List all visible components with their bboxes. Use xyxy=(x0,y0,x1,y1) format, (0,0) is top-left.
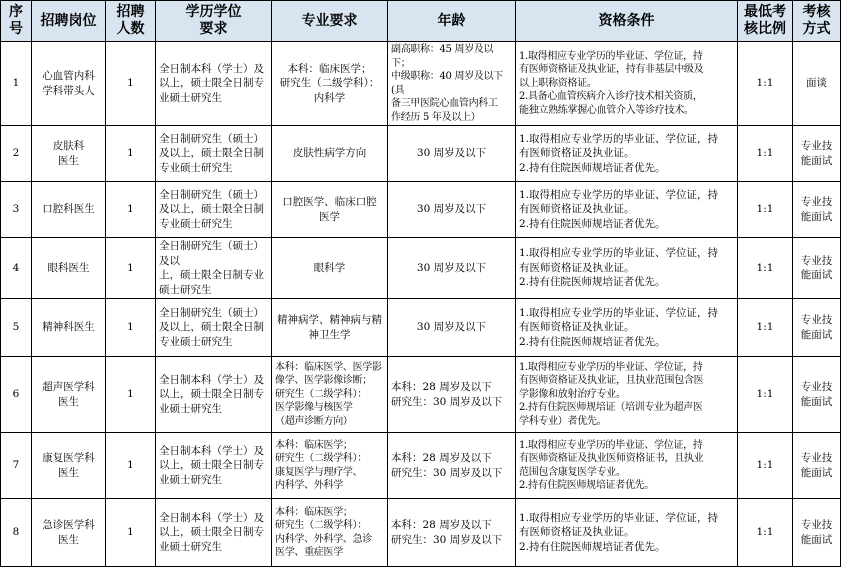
row-major: 本科：临床医学； 研究生（二级学科）： 内科学 xyxy=(272,42,388,126)
row-no: 6 xyxy=(1,357,32,433)
row-age: 副高职称：45 周岁及以下； 中级职称：40 周岁及以下(具 备三甲医院心血管内科工 作经历 5 年及以上） xyxy=(388,42,516,126)
row-method: 专业技 能面试 xyxy=(793,357,841,433)
row-qualification: 1.取得相应专业学历的毕业证、学位证，持 有医师资格证及执业证。 2.持有住院医师规培证者优先。 xyxy=(516,238,738,299)
row-age: 本科：28 周岁及以下 研究生：30 周岁及以下 xyxy=(388,357,516,433)
row-position: 超声医学科 医生 xyxy=(32,357,106,433)
row-age: 本科：28 周岁及以下 研究生：30 周岁及以下 xyxy=(388,499,516,567)
row-age: 30 周岁及以下 xyxy=(388,182,516,238)
row-method: 专业技 能面试 xyxy=(793,299,841,357)
row-qualification: 1.取得相应专业学历的毕业证、学位证，持 有医师资格证及执业医师资格证书，且执业 范围包含康复医学专业。 2.持有住院医师规培证者优先。 xyxy=(516,433,738,499)
row-count: 1 xyxy=(106,42,156,126)
row-education: 全日制研究生（硕士） 及以上，硕士限全日制 专业硕士研究生 xyxy=(156,126,272,182)
row-ratio: 1:1 xyxy=(738,499,793,567)
table-row xyxy=(1,126,841,182)
row-no: 4 xyxy=(1,238,32,299)
row-position: 眼科医生 xyxy=(32,238,106,299)
row-qualification: 1.取得相应专业学历的毕业证、学位证，持 有医师资格证及执业证，持有非基层中级及 以上职称资格证。 2.具备心血管疾病介入诊疗技术相关资质， 能独立熟练掌握心血管介入等诊疗技术。 xyxy=(516,42,738,126)
row-ratio: 1:1 xyxy=(738,357,793,433)
row-count: 1 xyxy=(106,499,156,567)
row-ratio: 1:1 xyxy=(738,238,793,299)
header-education: 学历学位 要求 xyxy=(156,1,272,42)
header-age: 年龄 xyxy=(388,1,516,42)
header-qualification: 资格条件 xyxy=(516,1,738,42)
table-row xyxy=(1,182,841,238)
row-ratio: 1:1 xyxy=(738,299,793,357)
row-position: 急诊医学科 医生 xyxy=(32,499,106,567)
header-count: 招聘 人数 xyxy=(106,1,156,42)
row-no: 1 xyxy=(1,42,32,126)
row-method: 专业技 能面试 xyxy=(793,182,841,238)
row-count: 1 xyxy=(106,238,156,299)
row-no: 7 xyxy=(1,433,32,499)
table-row xyxy=(1,357,841,433)
row-education: 全日制研究生（硕士）及以 上，硕士限全日制专业 硕士研究生 xyxy=(156,238,272,299)
row-method: 专业技 能面试 xyxy=(793,238,841,299)
table-row xyxy=(1,499,841,567)
row-method: 专业技 能面试 xyxy=(793,433,841,499)
row-count: 1 xyxy=(106,182,156,238)
header-ratio: 最低考 核比例 xyxy=(738,1,793,42)
row-count: 1 xyxy=(106,433,156,499)
row-education: 全日制本科（学士）及 以上，硕士限全日制专 业硕士研究生 xyxy=(156,499,272,567)
row-ratio: 1:1 xyxy=(738,433,793,499)
row-major: 精神病学、精神病与精 神卫生学 xyxy=(272,299,388,357)
row-qualification: 1.取得相应专业学历的毕业证、学位证，持 有医师资格证及执业证。 2.持有住院医师规培证者优先。 xyxy=(516,182,738,238)
table-row xyxy=(1,42,841,126)
row-major: 本科：临床医学； 研究生（二级学科）： 内科学、外科学、急诊 医学、重症医学 xyxy=(272,499,388,567)
row-ratio: 1:1 xyxy=(738,126,793,182)
row-ratio: 1:1 xyxy=(738,42,793,126)
row-no: 3 xyxy=(1,182,32,238)
row-position: 康复医学科 医生 xyxy=(32,433,106,499)
header-no: 序号 xyxy=(1,1,32,42)
row-major: 眼科学 xyxy=(272,238,388,299)
table-row xyxy=(1,299,841,357)
row-qualification: 1.取得相应专业学历的毕业证、学位证，持 有医师资格证及执业证。 2.持有住院医师规培证者优先。 xyxy=(516,299,738,357)
row-age: 本科：28 周岁及以下 研究生：30 周岁及以下 xyxy=(388,433,516,499)
row-age: 30 周岁及以下 xyxy=(388,299,516,357)
row-count: 1 xyxy=(106,126,156,182)
header-position: 招聘岗位 xyxy=(32,1,106,42)
row-education: 全日制研究生（硕士） 及以上，硕士限全日制 专业硕士研究生 xyxy=(156,299,272,357)
header-method: 考核 方式 xyxy=(793,1,841,42)
row-position: 口腔科医生 xyxy=(32,182,106,238)
header-major: 专业要求 xyxy=(272,1,388,42)
row-no: 8 xyxy=(1,499,32,567)
table-row xyxy=(1,238,841,299)
header-row xyxy=(1,1,841,42)
row-education: 全日制本科（学士）及 以上，硕士限全日制专 业硕士研究生 xyxy=(156,42,272,126)
row-major: 皮肤性病学方向 xyxy=(272,126,388,182)
row-count: 1 xyxy=(106,299,156,357)
row-ratio: 1:1 xyxy=(738,182,793,238)
row-education: 全日制本科（学士）及 以上，硕士限全日制专 业硕士研究生 xyxy=(156,433,272,499)
row-position: 皮肤科 医生 xyxy=(32,126,106,182)
row-major: 本科：临床医学； 研究生（二级学科）： 康复医学与理疗学、 内科学、外科学 xyxy=(272,433,388,499)
row-qualification: 1.取得相应专业学历的毕业证、学位证，持 有医师资格证及执业证。 2.持有住院医师规培证者优先。 xyxy=(516,126,738,182)
row-major: 本科：临床医学、医学影 像学、医学影像诊断； 研究生（二级学科）： 医学影像与核医学 （超声诊断方向） xyxy=(272,357,388,433)
table-row xyxy=(1,433,841,499)
row-no: 5 xyxy=(1,299,32,357)
row-method: 专业技 能面试 xyxy=(793,126,841,182)
row-qualification: 1.取得相应专业学历的毕业证、学位证，持 有医师资格证及执业证。 2.持有住院医师规培证者优先。 xyxy=(516,499,738,567)
row-education: 全日制本科（学士）及 以上，硕士限全日制专 业硕士研究生 xyxy=(156,357,272,433)
row-position: 心血管内科 学科带头人 xyxy=(32,42,106,126)
row-method: 面谈 xyxy=(793,42,841,126)
row-age: 30 周岁及以下 xyxy=(388,238,516,299)
row-qualification: 1.取得相应专业学历的毕业证、学位证，持 有医师资格证及执业证，且执业范围包含医 学影像和放射治疗专业。 2.持有住院医师规培证（培训专业为超声医 学科专业）者优先。 xyxy=(516,357,738,433)
row-method: 专业技 能面试 xyxy=(793,499,841,567)
row-position: 精神科医生 xyxy=(32,299,106,357)
row-major: 口腔医学、临床口腔 医学 xyxy=(272,182,388,238)
row-count: 1 xyxy=(106,357,156,433)
row-education: 全日制研究生（硕士） 及以上，硕士限全日制 专业硕士研究生 xyxy=(156,182,272,238)
row-age: 30 周岁及以下 xyxy=(388,126,516,182)
row-no: 2 xyxy=(1,126,32,182)
